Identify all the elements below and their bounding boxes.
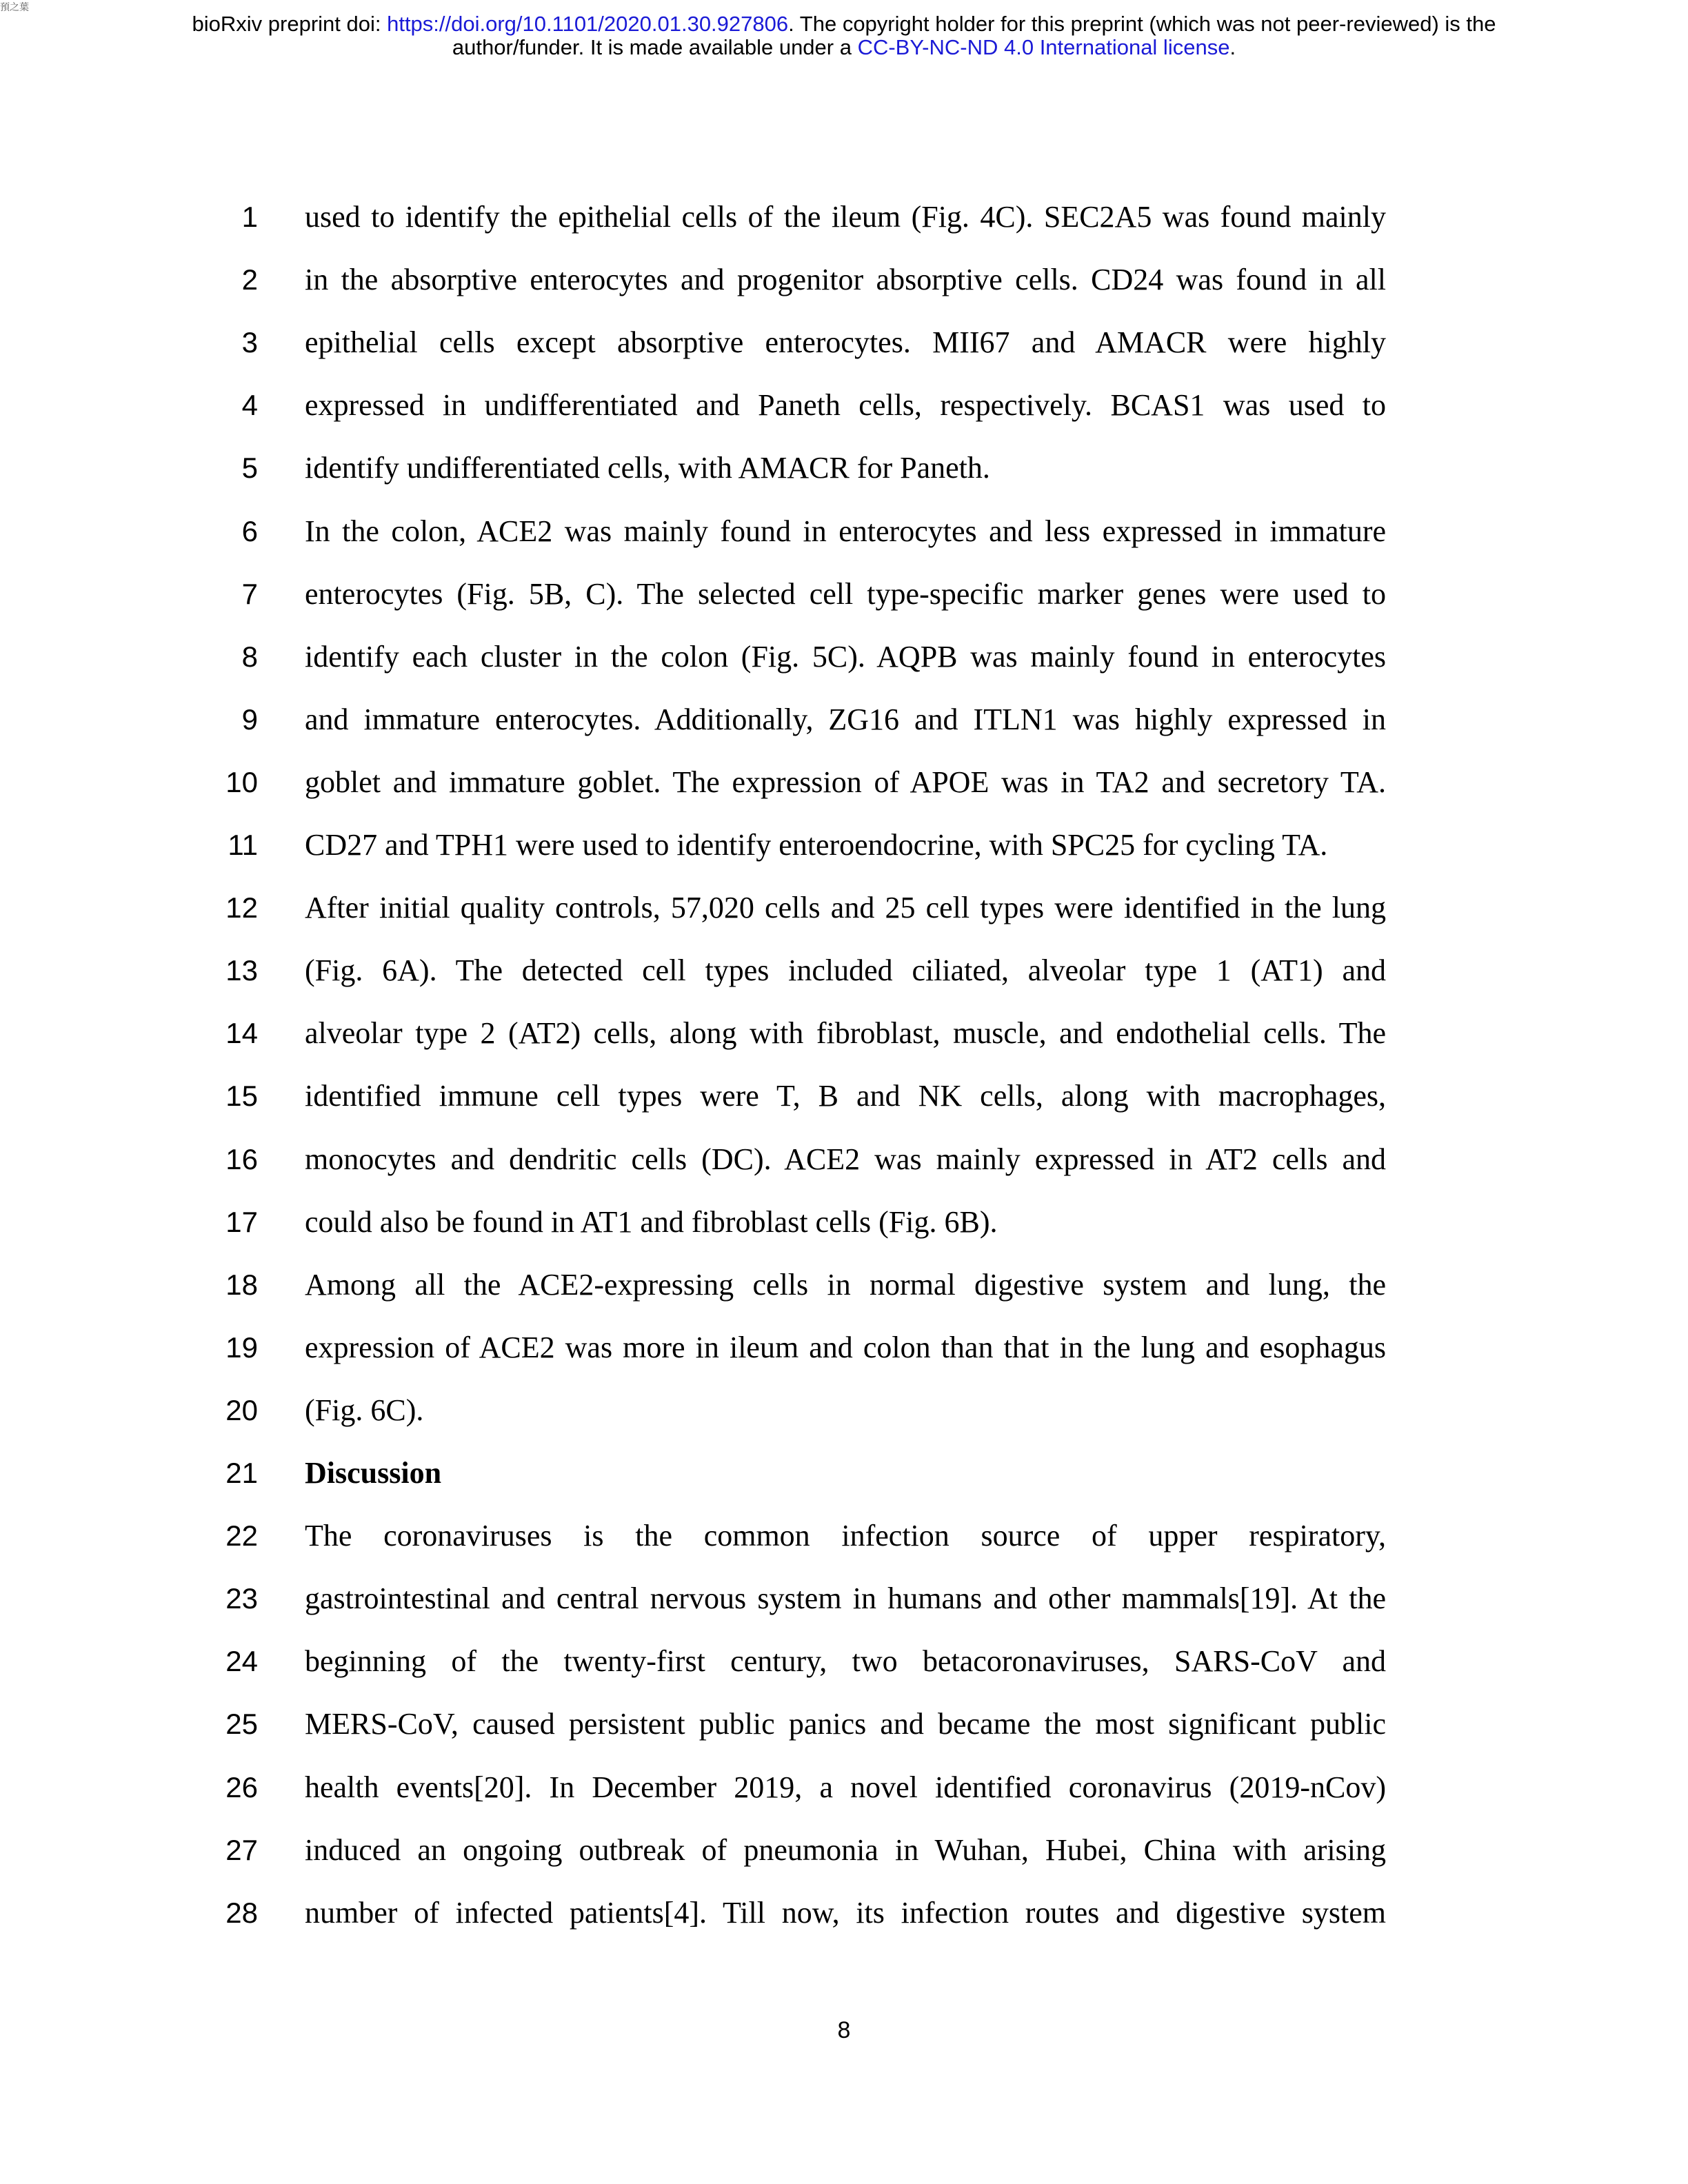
manuscript-line xyxy=(0,689,1688,751)
line-text: MERS-CoV, caused persistent public panics and became the most significant public xyxy=(305,1707,1386,1741)
line-text: enterocytes (Fig. 5B, C). The selected cell type-specific marker genes were used to xyxy=(305,576,1386,611)
line-number: 14 xyxy=(225,1017,258,1050)
line-text: and immature enterocytes. Additionally, ZG16 and ITLN1 was highly expressed in xyxy=(305,702,1386,736)
line-number: 4 xyxy=(241,389,258,422)
manuscript-line xyxy=(0,1254,1688,1316)
manuscript-line xyxy=(0,626,1688,688)
line-text: could also be found in AT1 and fibroblast cells (Fig. 6B). xyxy=(305,1204,998,1239)
manuscript-line xyxy=(0,877,1688,939)
line-number: 25 xyxy=(225,1708,258,1741)
manuscript-line xyxy=(0,751,1688,813)
line-number: 26 xyxy=(225,1770,258,1803)
manuscript-line xyxy=(0,1693,1688,1755)
manuscript-line xyxy=(0,563,1688,625)
line-text: After initial quality controls, 57,020 cells and 25 cell types were identified in the lung xyxy=(305,891,1386,925)
line-text: In the colon, ACE2 was mainly found in enterocytes and less expressed in immature xyxy=(305,514,1386,548)
line-number: 15 xyxy=(225,1080,258,1113)
header-middle: . The copyright holder for this preprint (which was not peer-reviewed) is the xyxy=(788,12,1496,36)
manuscript-line xyxy=(0,1002,1688,1064)
preprint-header xyxy=(0,12,1688,59)
manuscript-line xyxy=(0,940,1688,1002)
line-number: 5 xyxy=(241,452,258,485)
manuscript-line xyxy=(0,1505,1688,1567)
manuscript-line xyxy=(0,501,1688,563)
line-number: 3 xyxy=(241,326,258,359)
header-line2-prefix: author/funder. It is made available under a xyxy=(452,35,858,59)
line-number: 12 xyxy=(225,891,258,924)
line-number: 1 xyxy=(241,201,258,233)
page-number: 8 xyxy=(837,2017,851,2043)
corner-mark: 預之葉 xyxy=(0,2,29,13)
line-number: 27 xyxy=(225,1833,258,1866)
line-text: expression of ACE2 was more in ileum and colon than that in the lung and esophagus xyxy=(305,1330,1386,1364)
line-number: 24 xyxy=(225,1645,258,1678)
line-number: 17 xyxy=(225,1205,258,1238)
line-text: Among all the ACE2-expressing cells in normal digestive system and lung, the xyxy=(305,1267,1386,1302)
line-number: 2 xyxy=(241,263,258,296)
manuscript-line xyxy=(0,814,1688,876)
header-line-2 xyxy=(0,36,1688,59)
line-number: 20 xyxy=(225,1393,258,1426)
line-text: The coronaviruses is the common infection source of upper respiratory, xyxy=(305,1519,1386,1553)
line-number: 16 xyxy=(225,1142,258,1175)
doi-link[interactable]: https://doi.org/10.1101/2020.01.30.927806 xyxy=(387,12,789,36)
header-line-1 xyxy=(0,12,1688,36)
line-number: 7 xyxy=(241,577,258,610)
manuscript-line xyxy=(0,1317,1688,1379)
line-number: 21 xyxy=(225,1457,258,1489)
line-number: 28 xyxy=(225,1896,258,1929)
manuscript-line xyxy=(0,1630,1688,1692)
line-text: (Fig. 6A). The detected cell types included ciliated, alveolar type 1 (AT1) and xyxy=(305,953,1386,988)
line-text: in the absorptive enterocytes and progenitor absorptive cells. CD24 was found in all xyxy=(305,263,1386,297)
manuscript-line xyxy=(0,437,1688,499)
line-text: identified immune cell types were T, B and NK cells, along with macrophages, xyxy=(305,1079,1386,1113)
manuscript-line xyxy=(0,1568,1688,1630)
manuscript-line xyxy=(0,1065,1688,1127)
line-text: beginning of the twenty-first century, two betacoronaviruses, SARS-CoV and xyxy=(305,1644,1386,1679)
header-prefix: bioRxiv preprint doi: xyxy=(192,12,388,36)
line-text: number of infected patients[4]. Till now, its infection routes and digestive system xyxy=(305,1895,1386,1930)
manuscript-line xyxy=(0,1819,1688,1881)
header-line2-suffix: . xyxy=(1229,35,1236,59)
line-text: (Fig. 6C). xyxy=(305,1393,424,1427)
line-text: health events[20]. In December 2019, a novel identified coronavirus (2019-nCov) xyxy=(305,1770,1386,1804)
manuscript-line xyxy=(0,186,1688,248)
line-number: 18 xyxy=(225,1268,258,1301)
license-link[interactable]: CC-BY-NC-ND 4.0 International license xyxy=(857,35,1230,59)
manuscript-line xyxy=(0,1882,1688,1944)
line-text: epithelial cells except absorptive enterocytes. MII67 and AMACR were highly xyxy=(305,325,1386,360)
line-number: 19 xyxy=(225,1331,258,1364)
line-number: 6 xyxy=(241,514,258,547)
line-number: 8 xyxy=(241,640,258,673)
line-number: 9 xyxy=(241,702,258,736)
manuscript-line xyxy=(0,312,1688,374)
manuscript-line xyxy=(0,1757,1688,1819)
line-text: induced an ongoing outbreak of pneumonia in Wuhan, Hubei, China with arising xyxy=(305,1832,1386,1867)
manuscript-line xyxy=(0,1442,1688,1504)
line-text: expressed in undifferentiated and Paneth cells, respectively. BCAS1 was used to xyxy=(305,388,1386,423)
line-text: CD27 and TPH1 were used to identify enteroendocrine, with SPC25 for cycling TA. xyxy=(305,828,1328,862)
line-text: identify undifferentiated cells, with AMACR for Paneth. xyxy=(305,451,990,485)
line-number: 13 xyxy=(225,954,258,987)
manuscript-line xyxy=(0,1379,1688,1442)
manuscript-line xyxy=(0,249,1688,311)
line-text: goblet and immature goblet. The expression of APOE was in TA2 and secretory TA. xyxy=(305,765,1386,799)
line-number: 23 xyxy=(225,1582,258,1615)
line-text: gastrointestinal and central nervous system in humans and other mammals[19]. At the xyxy=(305,1581,1386,1616)
manuscript-line xyxy=(0,1129,1688,1191)
line-number: 10 xyxy=(225,765,258,798)
line-number: 22 xyxy=(225,1519,258,1553)
line-number: 11 xyxy=(228,829,258,861)
manuscript-line xyxy=(0,1191,1688,1253)
section-heading: Discussion xyxy=(305,1456,442,1490)
line-text: monocytes and dendritic cells (DC). ACE2 was mainly expressed in AT2 cells and xyxy=(305,1142,1386,1176)
manuscript-line xyxy=(0,374,1688,436)
line-text: used to identify the epithelial cells of the ileum (Fig. 4C). SEC2A5 was found mainly xyxy=(305,200,1386,234)
line-text: alveolar type 2 (AT2) cells, along with fibroblast, muscle, and endothelial cells. The xyxy=(305,1016,1386,1051)
line-text: identify each cluster in the colon (Fig. 5C). AQPB was mainly found in enterocytes xyxy=(305,639,1386,674)
